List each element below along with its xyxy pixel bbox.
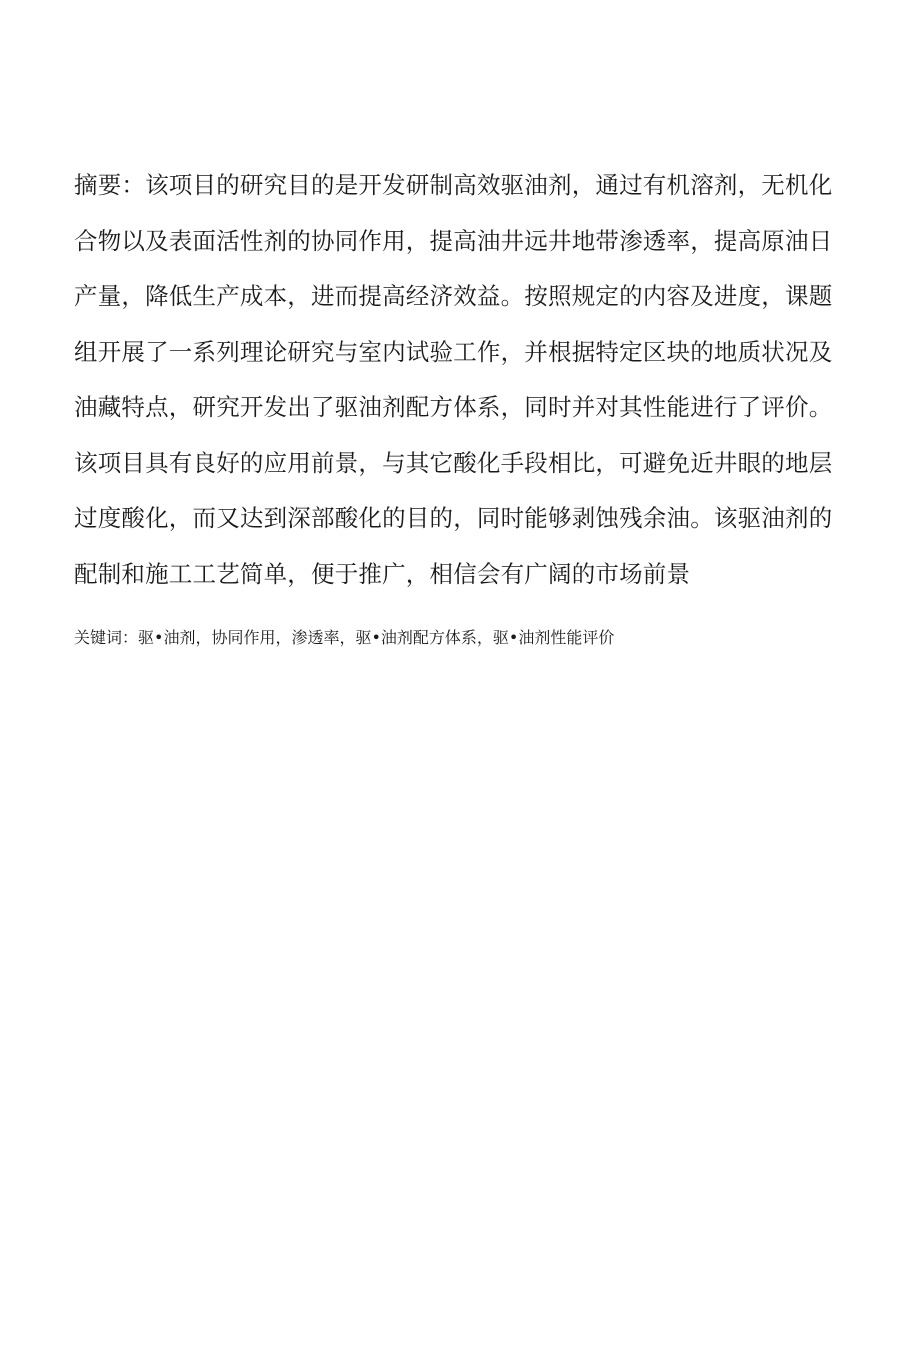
abstract-line: 该项目具有良好的应用前景，与其它酸化手段相比，可避免近井眼的地层 — [74, 448, 833, 477]
abstract-line: 产量，降低生产成本，进而提高经济效益。按照规定的内容及进度，课题 — [74, 282, 833, 310]
abstract-line: 过度酸化，而又达到深部酸化的目的，同时能够剥蚀残余油。该驱油剂的 — [74, 504, 833, 532]
abstract-line: 摘要：该项目的研究目的是开发研制高效驱油剂，通过有机溶剂，无机化 — [74, 171, 833, 199]
keywords-line: 关键词：驱•油剂，协同作用，渗透率，驱•油剂配方体系，驱•油剂性能评价 — [74, 628, 615, 647]
abstract-line: 配制和施工工艺简单，便于推广，相信会有广阔的市场前景 — [74, 559, 691, 588]
abstract-line: 合物以及表面活性剂的协同作用，提高油井远井地带渗透率，提高原油日 — [74, 226, 833, 255]
abstract-line: 组开展了一系列理论研究与室内试验工作，并根据特定区块的地质状况及 — [74, 337, 833, 366]
abstract-line: 油藏特点，研究开发出了驱油剂配方体系，同时并对其性能进行了评价。 — [74, 393, 833, 421]
abstract-paragraph — [74, 158, 854, 602]
